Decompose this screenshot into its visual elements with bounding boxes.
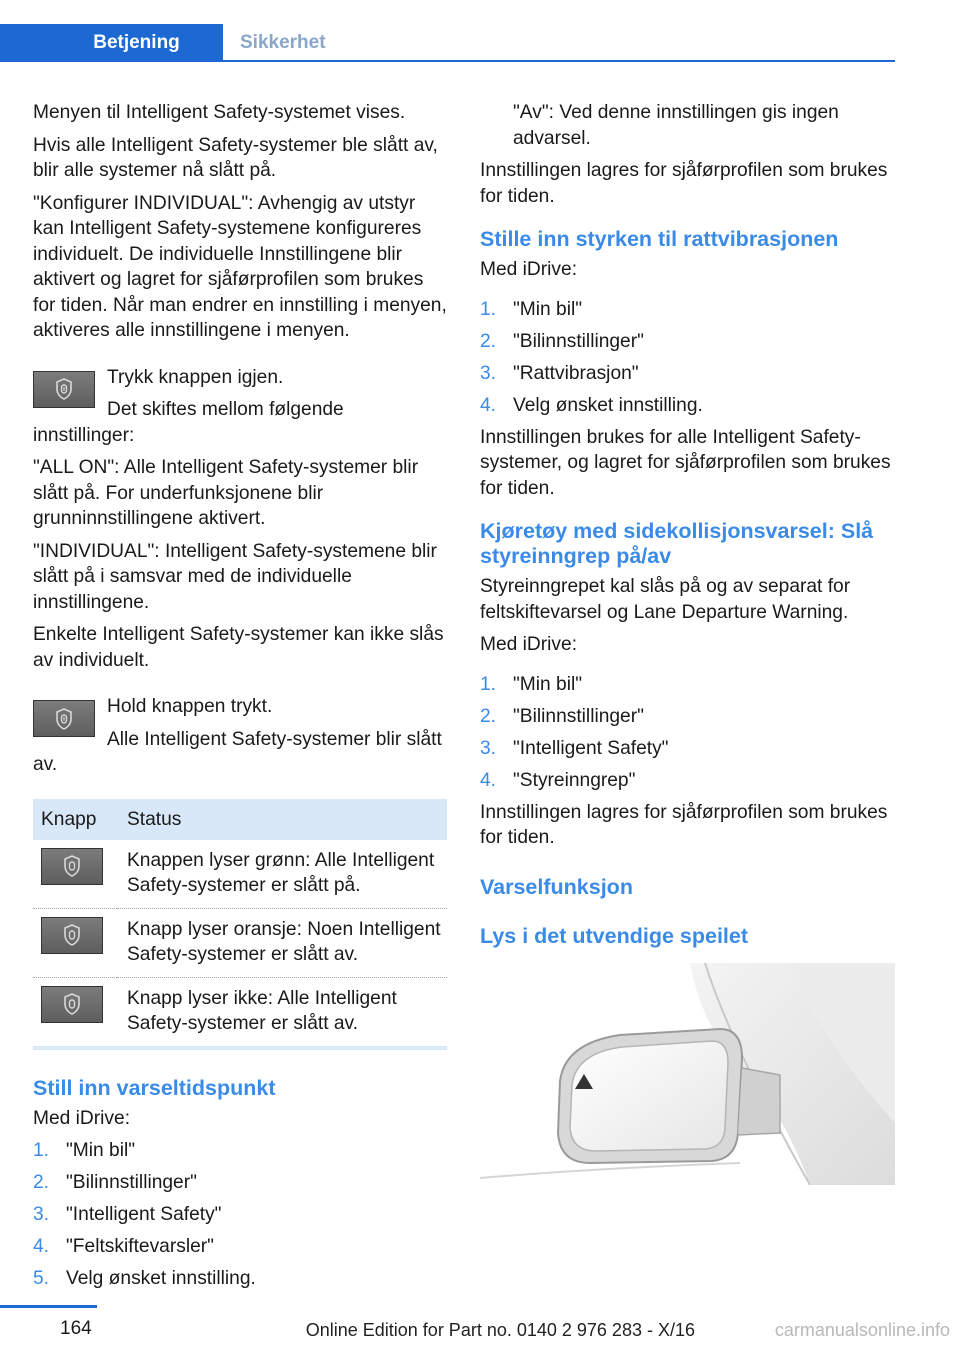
- left-column: [33, 100, 447, 1298]
- paragraph: "Av": Ved denne innstillingen gis ingen advarsel.: [513, 102, 839, 149]
- table-bottom-rule: [33, 1046, 447, 1050]
- button-off-image: [41, 986, 103, 1023]
- heading-sidekollisjon: Kjøretøy med sidekollisjonsvarsel: Slå styreinngrep på/av: [480, 519, 874, 568]
- intelligent-safety-button-image: [33, 371, 95, 408]
- heading-varselfunksjon: Varselfunksjon: [480, 874, 633, 899]
- footer-rule: [0, 1305, 97, 1308]
- intelligent-safety-button-image: [33, 700, 95, 737]
- paragraph: Innstillingen brukes for alle Intelligent Safety-systemer, og lagret for sjåførprofilen som brukes for tiden.: [480, 426, 891, 499]
- list-item: 1. "Min bil": [480, 298, 583, 320]
- paragraph: Innstillingen lagres for sjåførprofilen som brukes for tiden.: [480, 801, 888, 848]
- list-item: 3. "Intelligent Safety": [33, 1204, 222, 1225]
- right-column: [480, 100, 895, 1185]
- paragraph: Enkelte Intelligent Safety-systemer kan ikke slås av individuelt.: [33, 624, 444, 671]
- list-item: 4. Velg ønsket innstilling.: [480, 394, 703, 416]
- button-instruction-hold: [33, 694, 447, 778]
- button-green-image: [41, 848, 103, 885]
- list-item: 3. "Intelligent Safety": [480, 737, 669, 759]
- steps-list: [33, 1138, 447, 1292]
- intelligent-safety-icon: [55, 378, 73, 400]
- paragraph: Menyen til Intelligent Safety-systemet vises.: [33, 102, 406, 123]
- tab-betjening[interactable]: Betjening: [0, 24, 223, 62]
- heading-rattvibrasjon: Stille inn styrken til rattvibrasjonen: [480, 227, 839, 251]
- tab-divider: [0, 60, 895, 62]
- edition-note: Online Edition for Part no. 0140 2 976 283 - X/16: [305, 1320, 695, 1340]
- intelligent-safety-icon: [55, 708, 73, 730]
- exterior-mirror-illustration: [480, 963, 895, 1185]
- paragraph: Hold knappen trykt.: [107, 696, 273, 717]
- list-item: 1. "Min bil": [33, 1140, 136, 1161]
- button-orange-image: [41, 917, 103, 954]
- paragraph: Det skiftes mellom følgende innstillinger:: [33, 399, 344, 446]
- paragraph: Med iDrive:: [480, 259, 578, 280]
- table-cell-status: Knappen lyser grønn: Alle Intelligent Safety-systemer er slått på.: [117, 840, 447, 909]
- list-item: 4. "Styreinngrep": [480, 769, 636, 791]
- list-item: 1. "Min bil": [480, 673, 583, 695]
- paragraph: Med iDrive:: [33, 1107, 131, 1129]
- intelligent-safety-icon: [63, 993, 81, 1015]
- page-number: 164: [60, 1318, 92, 1339]
- tab-sikkerhet[interactable]: Sikkerhet: [240, 32, 326, 53]
- table-row: [33, 840, 447, 909]
- watermark: carmanualsonline.info: [774, 1320, 950, 1340]
- paragraph: "INDIVIDUAL": Intelligent Safety-systemene blir slått på i samsvar med de individuelle innstillingene.: [33, 540, 437, 613]
- paragraph: Trykk knappen igjen.: [107, 366, 284, 388]
- list-item: 5. Velg ønsket innstilling.: [33, 1268, 256, 1289]
- list-item: 2. "Bilinnstillinger": [480, 330, 644, 352]
- paragraph: "ALL ON": Alle Intelligent Safety-systemer blir slått på. For underfunksjonene blir grunninnstillingene aktivert.: [33, 457, 419, 529]
- heading-lys-speilet: Lys i det utvendige speilet: [480, 923, 749, 948]
- paragraph: Med iDrive:: [480, 634, 578, 655]
- chapter-tabs: [0, 24, 895, 62]
- paragraph: "Konfigurer INDIVIDUAL": Avhengig av utstyr kan Intelligent Safety-systemene konfigureres individuelt. De individuelle Innstillingene blir aktivert og lagret for sjåførprofilen som brukes for tiden. Når man endrer en innstilling i menyen, aktiveres alle innstillingene i menyen.: [33, 192, 447, 341]
- table-row: [33, 908, 447, 977]
- list-item: 2. "Bilinnstillinger": [480, 705, 644, 727]
- intelligent-safety-icon: [63, 855, 81, 877]
- button-status-table: [33, 799, 447, 1046]
- paragraph: Alle Intelligent Safety-systemer blir slått av.: [33, 728, 442, 775]
- list-item: 3. "Rattvibrasjon": [480, 362, 639, 384]
- paragraph: Hvis alle Intelligent Safety-systemer ble slått av, blir alle systemer nå slått på.: [33, 134, 438, 181]
- button-instruction-press: [33, 365, 447, 449]
- table-row: [33, 977, 447, 1046]
- list-item: 4. "Feltskiftevarsler": [33, 1236, 214, 1257]
- table-header-knapp: Knapp: [33, 799, 117, 840]
- list-item: 2. "Bilinnstillinger": [33, 1172, 197, 1193]
- table-header-status: Status: [117, 799, 447, 840]
- paragraph: Styreinngrepet kal slås på og av separat for feltskiftevarsel og Lane Departure Warning.: [480, 576, 851, 623]
- intelligent-safety-icon: [63, 924, 81, 946]
- table-cell-status: Knapp lyser ikke: Alle Intelligent Safety-systemer er slått av.: [127, 987, 397, 1034]
- paragraph: Innstillingen lagres for sjåførprofilen som brukes for tiden.: [480, 160, 888, 207]
- steps-list: [480, 297, 895, 419]
- table-cell-status: Knapp lyser oransje: Noen Intelligent Safety-systemer er slått av.: [117, 908, 447, 977]
- steps-list: [480, 672, 895, 794]
- heading-varseltidspunkt: Still inn varseltidspunkt: [33, 1075, 276, 1100]
